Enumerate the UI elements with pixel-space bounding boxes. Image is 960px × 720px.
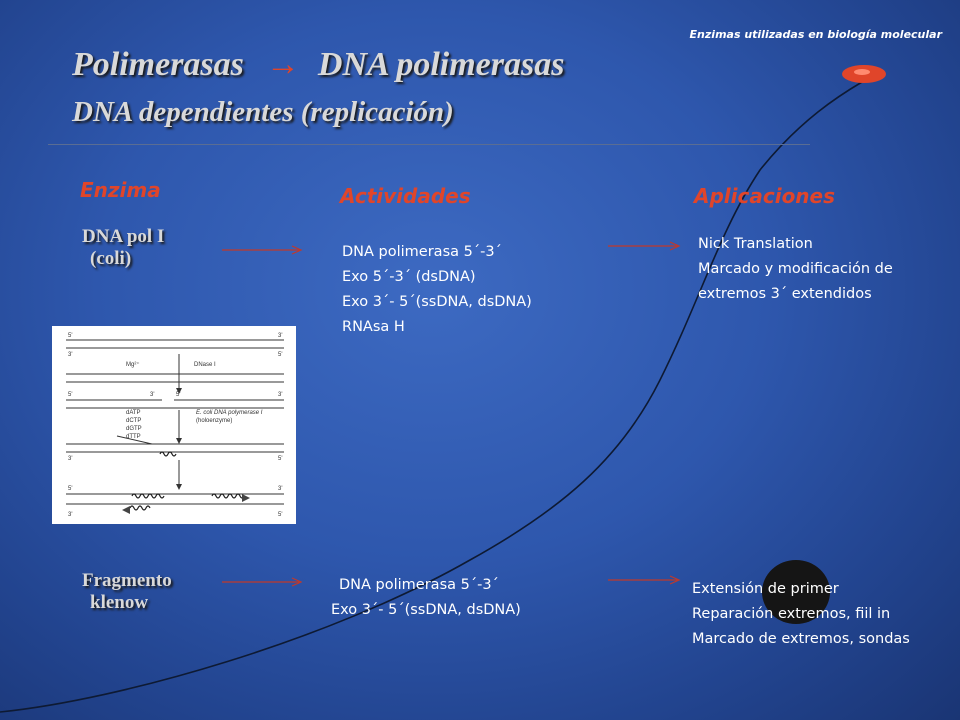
diagram-label: 3'	[68, 456, 73, 462]
diagram-label-dntp: dCTP	[126, 418, 142, 424]
diagram-label-dntp: dTTP	[126, 434, 141, 440]
corner-caption: Enzimas utilizadas en biología molecular	[689, 28, 942, 41]
activity-item: Exo 3´- 5´(ssDNA, dsDNA)	[331, 602, 521, 618]
diagram-label: 5'	[278, 456, 283, 462]
diagram-label-mg: Mg²⁺	[126, 362, 140, 368]
diagram-label-dntp: dATP	[126, 410, 141, 416]
title-arrow-icon: →	[265, 46, 300, 83]
diagram-label: 3'	[150, 392, 155, 398]
activity-item: DNA polimerasa 5´-3´	[339, 577, 499, 593]
application-item: Extensión de primer	[692, 581, 839, 597]
diagram-label: 5'	[68, 333, 73, 339]
diagram-label: 5'	[278, 352, 283, 358]
header-applications: Aplicaciones	[694, 184, 836, 208]
diagram-label: 5'	[278, 512, 283, 518]
diagram-label: 5'	[176, 392, 181, 398]
diagram-label: 5'	[68, 392, 73, 398]
header-activities: Actividades	[340, 184, 471, 208]
diagram-label-polymerase: E. coli DNA polymerase I	[196, 410, 263, 416]
diagram-label: 3'	[68, 512, 73, 518]
diagram-label: 5'	[68, 486, 73, 492]
diagram-label-dnase: DNase I	[194, 362, 216, 368]
application-item: Nick Translation	[698, 236, 813, 252]
activity-item: DNA polimerasa 5´-3´	[342, 244, 502, 260]
header-enzyme: Enzima	[80, 178, 161, 202]
diagram-label-holoenzyme: (holoenzyme)	[196, 418, 233, 424]
activity-item: Exo 3´- 5´(ssDNA, dsDNA)	[342, 294, 532, 310]
applications-klenow	[692, 577, 910, 652]
activity-item: Exo 5´-3´ (dsDNA)	[342, 269, 476, 285]
activity-item: RNAsa H	[342, 319, 405, 335]
title-dna-polimerasas: DNA polimerasas	[317, 46, 565, 83]
application-item: extremos 3´ extendidos	[698, 286, 872, 302]
title-line2: DNA dependientes (replicación)	[72, 96, 454, 128]
activities-klenow	[331, 573, 521, 623]
application-item: Marcado de extremos, sondas	[692, 631, 910, 647]
diagram-label: 3'	[278, 486, 283, 492]
diagram-label: 3'	[278, 392, 283, 398]
diagram-label-dntp: dGTP	[126, 426, 142, 432]
title-polimerasas: Polimerasas	[72, 46, 244, 83]
diagram-label: 3'	[68, 352, 73, 358]
diagram-label: 3'	[278, 333, 283, 339]
application-item: Marcado y modificación de	[698, 261, 893, 277]
enzyme-dna-pol-i: DNA pol I (coli)	[82, 226, 165, 269]
enzyme-fragmento-klenow: Fragmento klenow	[82, 570, 172, 613]
application-item: Reparación extremos, fiil in	[692, 606, 891, 622]
